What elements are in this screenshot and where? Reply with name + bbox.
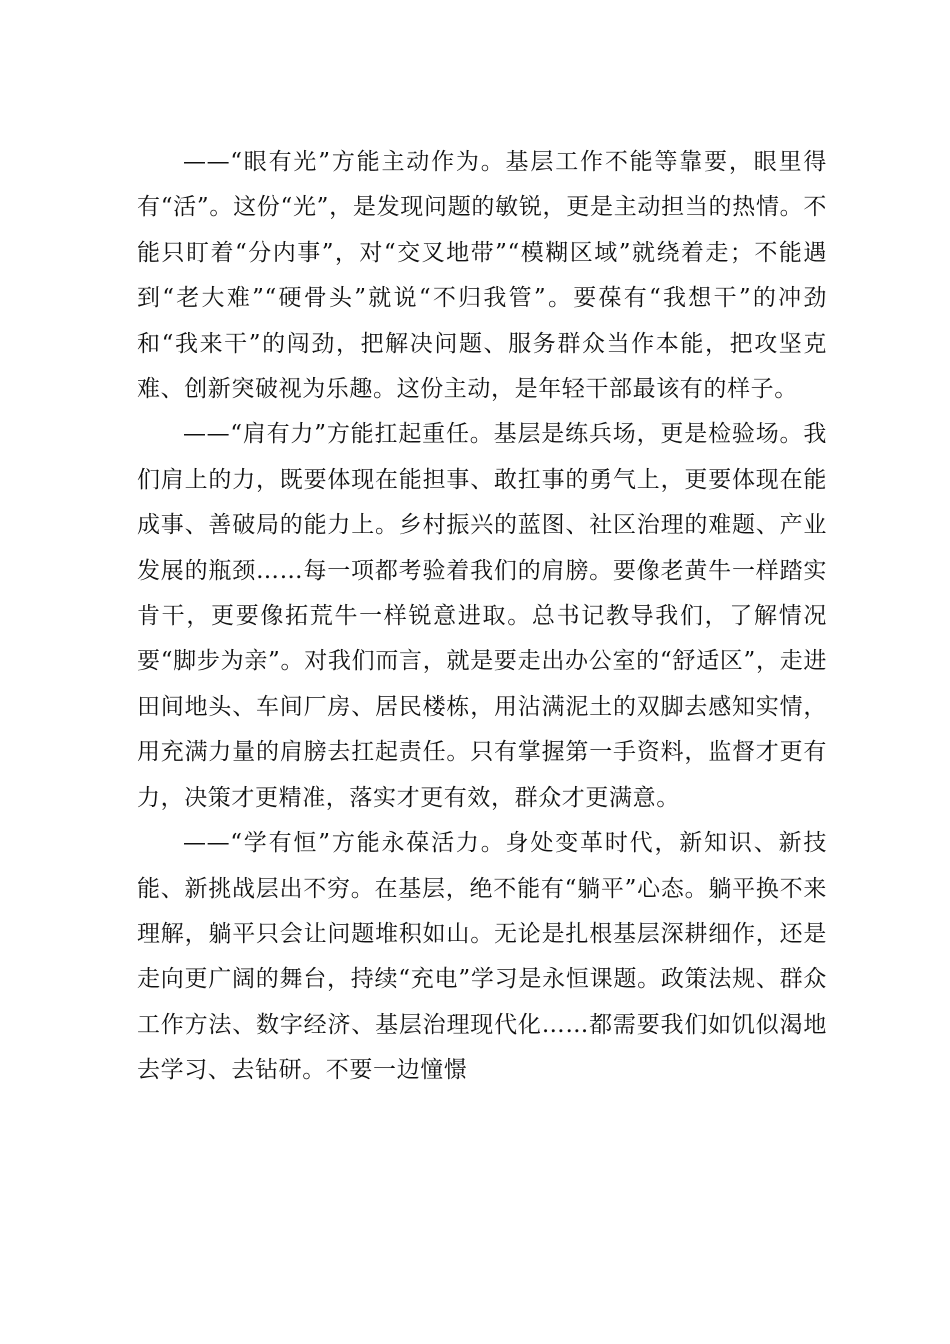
body-text xyxy=(137,140,827,1094)
paragraph-learning-perseverance: ——“学有恒”方能永葆活力。身处变革时代，新知识、新技能、新挑战层出不穷。在基层，绝不能有“躺平”心态。躺平换不来理解，躺平只会让问题堆积如山。无论是扎根基层深耕细作，还是走向更广阔的舞台，持续“充电”学习是永恒课题。政策法规、群众工作方法、数字经济、基层治理现代化……都需要我们如饥似渴地去学习、去钻研。不要一边憧憬 xyxy=(137,830,827,1084)
paragraph-eye-light: ——“眼有光”方能主动作为。基层工作不能等靠要，眼里得有“活”。这份“光”，是发现问题的敏锐，更是主动担当的热情。不能只盯着“分内事”，对“交叉地带”“模糊区域”就绕着走；不能遇到“老大难”“硬骨头”就说“不归我管”。要葆有“我想干”的冲劲和“我来干”的闯劲，把解决问题、服务群众当作本能，把攻坚克难、创新突破视为乐趣。这份主动，是年轻干部最该有的样子。 xyxy=(137,149,827,403)
paragraph-shoulder-strength: ——“肩有力”方能扛起重任。基层是练兵场，更是检验场。我们肩上的力，既要体现在能担事、敢扛事的勇气上，更要体现在能成事、善破局的能力上。乡村振兴的蓝图、社区治理的难题、产业发展的瓶颈……每一项都考验着我们的肩膀。要像老黄牛一样踏实肯干，更要像拓荒牛一样锐意进取。总书记教导我们，了解情况要“脚步为亲”。对我们而言，就是要走出办公室的“舒适区”，走进田间地头、车间厂房、居民楼栋，用沾满泥土的双脚去感知实情，用充满力量的肩膀去扛起责任。只有掌握第一手资料，监督才更有力，决策才更精准，落实才更有效，群众才更满意。 xyxy=(137,421,827,811)
